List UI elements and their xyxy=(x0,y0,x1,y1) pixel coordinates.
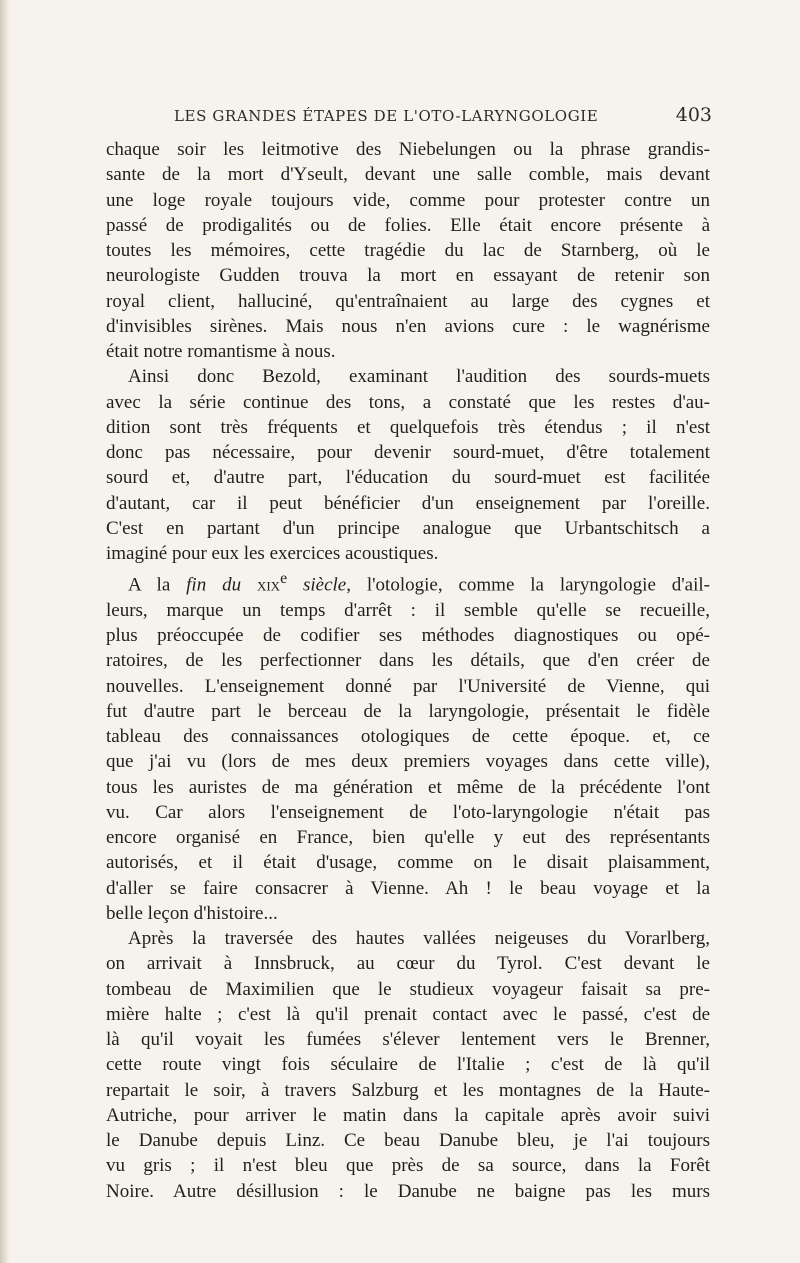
text-line: plus préoccupée de codifier ses méthodes diagnostiques ou opé- xyxy=(106,625,710,647)
page-number: 403 xyxy=(675,104,712,126)
text-line: encore organisé en France, bien qu'elle y eut des représentants xyxy=(106,827,710,849)
body-text xyxy=(106,137,710,1204)
text-line: toutes les mémoires, cette tragédie du lac de Starnberg, où le xyxy=(106,240,710,261)
text-line: dition sont très fréquents et quelquefois très étendus ; il n'est xyxy=(106,416,710,438)
text-line: royal client, halluciné, qu'entraînaient au large des cygnes et xyxy=(106,290,710,312)
superscript: e xyxy=(280,570,288,588)
text-line: sante de la mort d'Yseult, devant une salle comble, mais devant xyxy=(106,164,710,186)
text-line: avec la série continue des tons, a constaté que les restes d'au- xyxy=(106,391,710,413)
text-line: était notre romantisme à nous. xyxy=(106,341,336,362)
paragraph-1 xyxy=(106,137,710,364)
text-line: d'invisibles sirènes. Mais nous n'en avions cure : le wagnérisme xyxy=(106,315,710,337)
paragraph-4 xyxy=(106,926,710,1204)
text-line: belle leçon d'histoire... xyxy=(106,902,278,924)
text-line: C'est en partant d'un principe analogue que Urbantschitsch a xyxy=(106,517,710,539)
text-line: mière halte ; c'est là qu'il prenait contact avec le passé, c'est de xyxy=(106,1003,710,1025)
text-line: tombeau de Maximilien que le studieux voyageur faisait sa pre- xyxy=(106,978,710,1000)
text-line: une loge royale toujours vide, comme pour protester contre un xyxy=(106,189,710,211)
text-line: cette route vingt fois séculaire de l'Italie ; c'est de là qu'il xyxy=(106,1054,710,1076)
text-line: ratoires, de les perfectionner dans les détails, que d'en créer de xyxy=(106,650,710,672)
paragraph-3 xyxy=(106,566,710,926)
text-line: autorisés, et il était d'usage, comme on le disait plaisamment, xyxy=(106,852,710,874)
page-header xyxy=(174,104,712,130)
running-title: LES GRANDES ÉTAPES DE L'OTO-LARYNGOLOGIE xyxy=(174,107,599,125)
text-line: tous les auristes de ma génération et même de la précédente l'ont xyxy=(106,776,710,798)
text-run: , l'otologie, comme la laryngologie d'ail- xyxy=(346,574,710,596)
text-line: on arrivait à Innsbruck, au cœur du Tyrol. C'est devant le xyxy=(106,953,710,975)
page-binding-edge xyxy=(0,0,10,1263)
text-line: donc pas nécessaire, pour devenir sourd-muet, d'être totalement xyxy=(106,442,710,463)
text-line: repartait le soir, à travers Salzburg et les montagnes de la Haute- xyxy=(106,1079,710,1101)
text-line: d'aller se faire consacrer à Vienne. Ah ! le beau voyage et la xyxy=(106,877,710,899)
text-line: le Danube depuis Linz. Ce beau Danube bleu, je l'ai toujours xyxy=(106,1130,710,1152)
text-line: chaque soir les leitmotive des Niebelungen ou la phrase grandis- xyxy=(106,139,710,160)
text-line: là qu'il voyait les fumées s'élever lentement vers le Brenner, xyxy=(106,1029,710,1051)
text-line: que j'ai vu (lors de mes deux premiers voyages dans cette ville), xyxy=(106,751,710,773)
paragraph-2 xyxy=(106,364,710,566)
text-line: vu. Car alors l'enseignement de l'oto-laryngologie n'était pas xyxy=(106,801,710,823)
text-run: A la xyxy=(128,574,187,596)
text-line: d'autant, car il peut bénéficier d'un enseignement par l'oreille. xyxy=(106,492,710,514)
text-line: Ainsi donc Bezold, examinant l'audition des sourds-muets xyxy=(128,366,710,388)
text-line: fut d'autre part le berceau de la laryngologie, présentait le fidèle xyxy=(106,700,710,722)
text-line: passé de prodigalités ou de folies. Elle était encore présente à xyxy=(106,214,710,236)
text-line: vu gris ; il n'est bleu que près de sa source, dans la Forêt xyxy=(106,1155,710,1177)
text-line: leurs, marque un temps d'arrêt : il semble qu'elle se recueille, xyxy=(106,599,710,621)
text-line: sourd et, d'autre part, l'éducation du sourd-muet est facilitée xyxy=(106,467,710,489)
italic-run: siècle xyxy=(287,574,347,596)
text-line: nouvelles. L'enseignement donné par l'Université de Vienne, qui xyxy=(106,675,710,697)
text-line: Après la traversée des hautes vallées neigeuses du Vorarlberg, xyxy=(128,928,710,950)
text-line: neurologiste Gudden trouva la mort en essayant de retenir son xyxy=(106,265,710,287)
text-line: Noire. Autre désillusion : le Danube ne baigne pas les murs xyxy=(106,1180,710,1202)
text-line: tableau des connaissances otologiques de cette époque. et, ce xyxy=(106,726,710,748)
text-line: Autriche, pour arriver le matin dans la capitale après avoir suivi xyxy=(106,1104,710,1126)
text-line-first xyxy=(106,566,710,598)
italic-run: fin du xyxy=(186,574,242,596)
text-line: imaginé pour eux les exercices acoustiques. xyxy=(106,543,439,564)
century-numeral: xix xyxy=(241,574,281,596)
